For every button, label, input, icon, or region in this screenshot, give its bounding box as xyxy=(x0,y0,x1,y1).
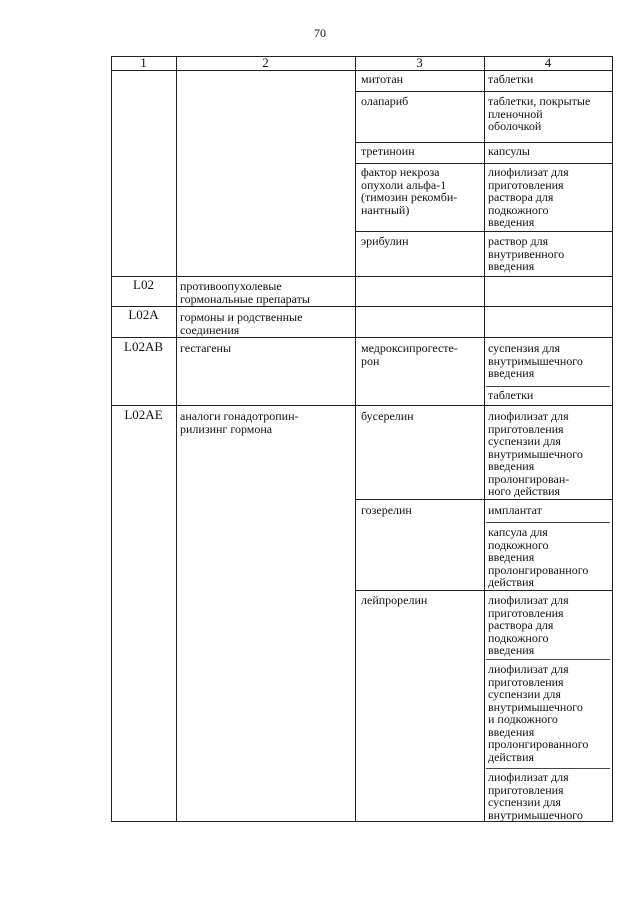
drug-name: гозерелин xyxy=(361,503,412,517)
dosage-form: имплантат xyxy=(488,503,542,517)
row-divider xyxy=(111,306,613,307)
column-divider-1 xyxy=(176,56,177,822)
atc-code: L02AE xyxy=(124,407,163,422)
table-border-right xyxy=(612,56,613,822)
atc-group-name: противоопухолевые гормональные препараты xyxy=(180,279,310,306)
row-divider xyxy=(355,91,613,92)
form-separator xyxy=(486,522,610,523)
header-col-1: 1 xyxy=(140,55,147,70)
dosage-form: таблетки xyxy=(488,388,534,402)
dosage-form: раствор для внутривенного введения xyxy=(488,234,565,273)
table-border-left xyxy=(111,56,112,822)
drug-name: митотан xyxy=(361,72,404,86)
drug-name: фактор некроза опухоли альфа-1 (тимозин рекомби- нантный) xyxy=(361,165,458,217)
row-divider xyxy=(111,337,613,338)
dosage-form: капсула для подкожного введения пролонгированного действия xyxy=(488,525,589,589)
dosage-form: лиофилизат для приготовления раствора для подкожного введения xyxy=(488,165,569,229)
atc-group-name: аналоги гонадотропин- рилизинг гормона xyxy=(180,409,299,436)
row-divider xyxy=(111,405,613,406)
drug-name: эрибулин xyxy=(361,234,409,248)
drug-name: медроксипрогесте- рон xyxy=(361,341,458,368)
row-divider xyxy=(355,590,613,591)
row-divider xyxy=(355,142,613,143)
drug-name: олапариб xyxy=(361,94,409,108)
atc-code: L02 xyxy=(133,277,154,292)
form-separator xyxy=(486,768,610,769)
drug-name: бусерелин xyxy=(361,409,414,423)
page-number: 70 xyxy=(314,26,326,40)
dosage-form: лиофилизат для приготовления суспензии для внутримышечного и подкожного введения пролонгированного действия xyxy=(488,662,589,764)
header-col-4: 4 xyxy=(544,55,552,70)
atc-code: L02A xyxy=(128,307,159,322)
row-divider xyxy=(355,231,613,232)
dosage-form: суспензия для внутримышечного введения xyxy=(488,341,583,380)
dosage-form: таблетки xyxy=(488,72,534,86)
dosage-form: лиофилизат для приготовления суспензии для внутримышечного введения пролонгирован- ного действия xyxy=(488,409,583,498)
drug-table xyxy=(111,56,613,822)
row-divider xyxy=(111,276,613,277)
row-divider xyxy=(355,163,613,164)
drug-name: третиноин xyxy=(361,144,415,158)
atc-group-name: гестагены xyxy=(180,341,232,355)
dosage-form: таблетки, покрытые пленочной оболочкой xyxy=(488,94,591,133)
drug-name: лейпрорелин xyxy=(361,593,428,607)
dosage-form: лиофилизат для приготовления суспензии для внутримышечного xyxy=(488,770,583,822)
column-divider-2 xyxy=(355,56,356,822)
header-divider xyxy=(111,70,613,71)
form-separator xyxy=(486,386,610,387)
header-col-3: 3 xyxy=(416,55,423,70)
dosage-form: капсулы xyxy=(488,144,530,158)
header-col-2: 2 xyxy=(262,55,269,70)
column-divider-3 xyxy=(484,56,485,822)
row-divider xyxy=(355,499,613,500)
atc-group-name: гормоны и родственные соединения xyxy=(180,310,303,337)
dosage-form: лиофилизат для приготовления раствора для подкожного введения xyxy=(488,593,569,657)
form-separator xyxy=(486,659,610,660)
atc-code: L02AB xyxy=(124,339,163,354)
